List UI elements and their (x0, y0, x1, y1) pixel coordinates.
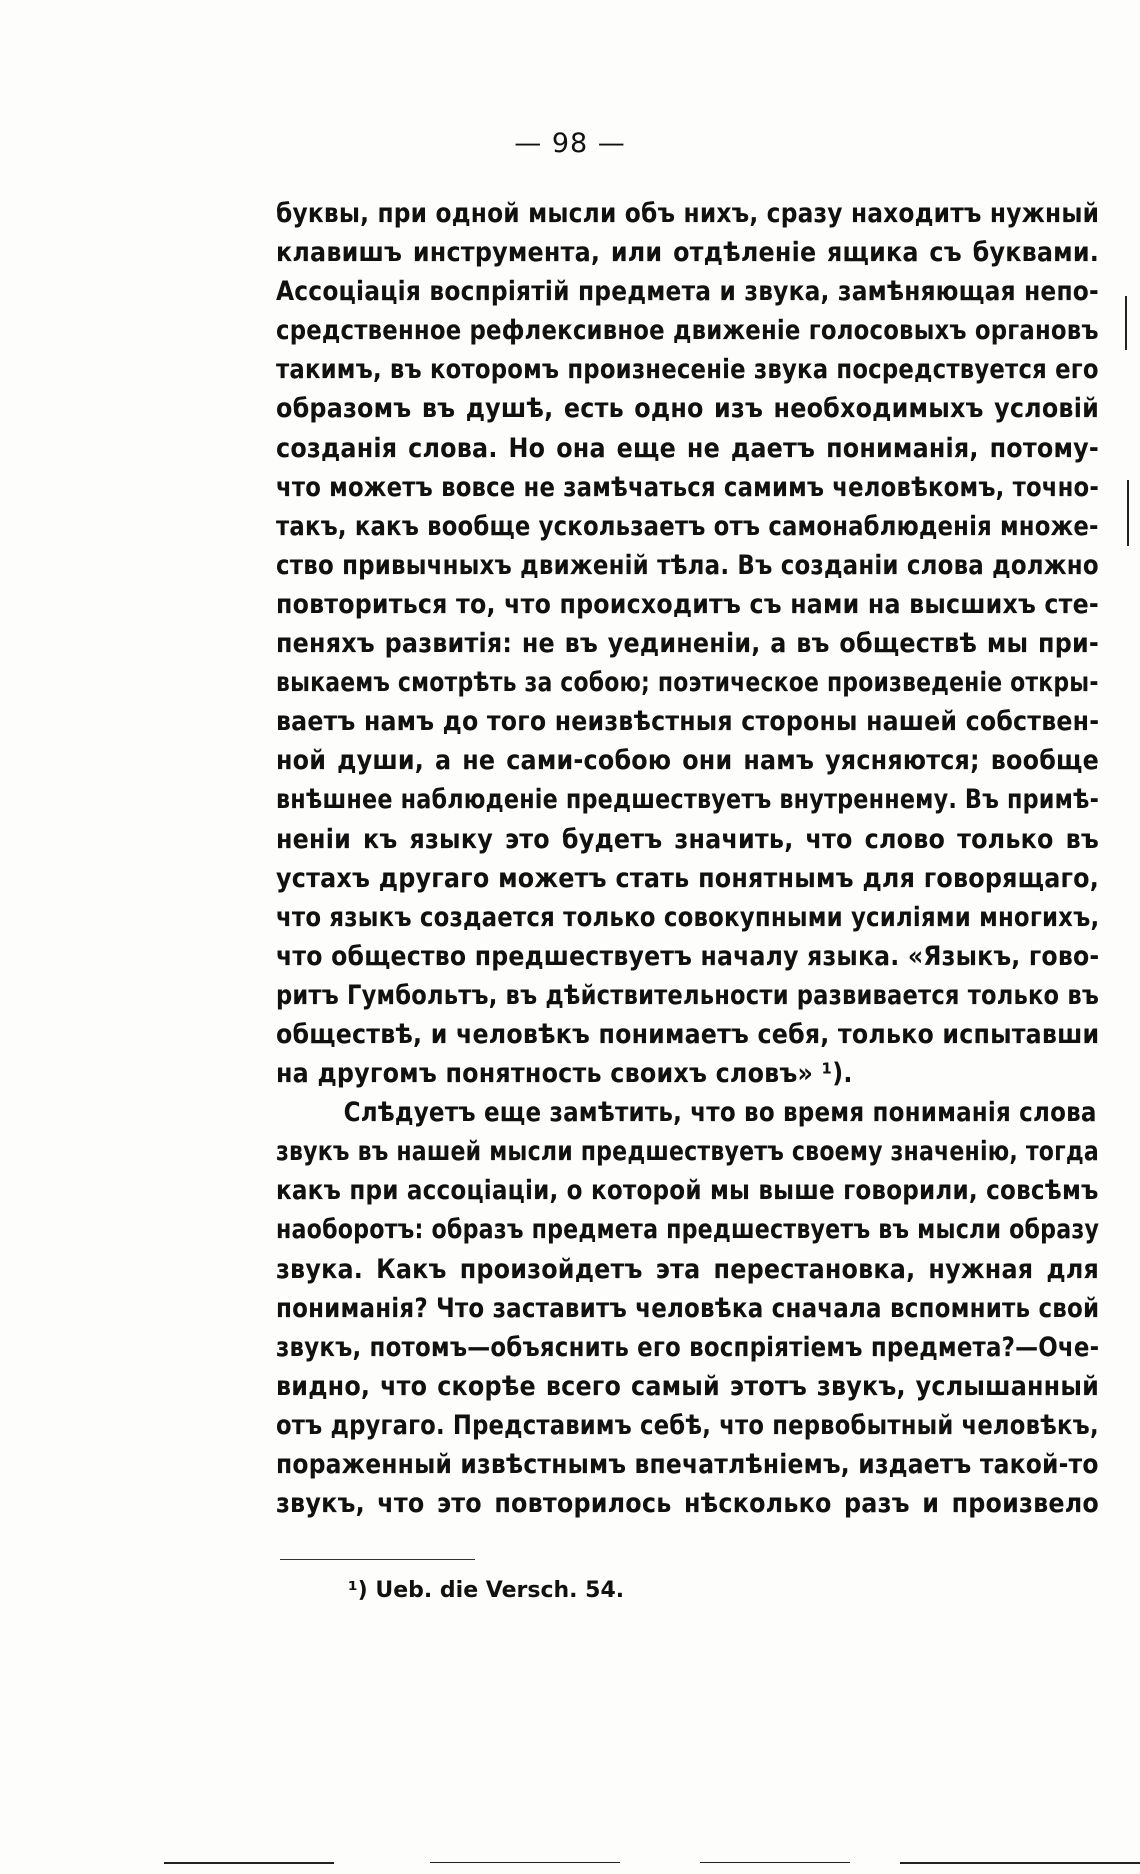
text-line: устахъ другаго можетъ стать понятнымъ для говорящаго, (276, 862, 1099, 894)
text-line: ваетъ намъ до того неизвѣстныя стороны нашей собствен- (276, 706, 1100, 738)
margin-mark (1125, 296, 1127, 350)
text-line: что общество предшествуетъ началу языка. «Языкъ, гово- (276, 940, 1100, 972)
text-line: что можетъ вовсе не замѣчаться самимъ человѣкомъ, точно- (276, 471, 1100, 503)
footnote-divider (280, 1559, 475, 1560)
text-line: повториться то, что происходитъ съ нами на высшихъ сте- (276, 588, 1099, 620)
text-line: ритъ Гумбольтъ, въ дѣйствительности развивается только въ (276, 979, 1100, 1011)
text-line: выкаемъ смотрѣть за собою; поэтическое произведеніе откры- (276, 667, 1099, 699)
text-line: звукъ, потомъ—объяснить его воспріятіемъ предмета?—Оче- (276, 1331, 1100, 1363)
text-line: звука. Какъ произойдетъ эта перестановка, нужная для (276, 1253, 1099, 1285)
text-line: видно, что скорѣе всего самый этотъ звукъ, услышанный (276, 1370, 1099, 1402)
text-line: пеняхъ развитія: не въ уединеніи, а въ обществѣ мы при- (276, 628, 1099, 660)
margin-mark (1127, 480, 1129, 546)
paragraph-end-line: на другомъ понятность своихъ словъ» ¹). (276, 1058, 853, 1090)
body-text (276, 194, 1099, 1523)
text-line: Ассоціація воспріятій предмета и звука, замѣняющая непо- (276, 276, 1099, 308)
text-line: что языкъ создается только совокупными усиліями многихъ, (276, 901, 1100, 933)
footnote: ¹) Ueb. die Versch. 54. (348, 1578, 625, 1603)
text-line: средственное рефлексивное движеніе голосовыхъ органовъ (276, 315, 1099, 347)
scan-edge-line (700, 1862, 850, 1863)
text-line: ной души, а не сами-собою они намъ уясняются; вообще (276, 745, 1099, 777)
text-line: клавишъ инструмента, или отдѣленіе ящика съ буквами. (276, 237, 1099, 269)
text-line: неніи къ языку это будетъ значить, что слово только въ (276, 823, 1099, 855)
text-line: отъ другаго. Представимъ себѣ, что первобытный человѣкъ, (276, 1409, 1099, 1441)
text-line: ство привычныхъ движеній тѣла. Въ созданіи слова должно (276, 549, 1099, 581)
text-line: такъ, какъ вообще ускользаетъ отъ самонаблюденія множе- (276, 510, 1099, 542)
text-line: обществѣ, и человѣкъ понимаетъ себя, только испытавши (276, 1018, 1100, 1050)
text-line: какъ при ассоціаціи, о которой мы выше говорили, совсѣмъ (276, 1175, 1099, 1207)
paragraph-start-line: Слѣдуетъ еще замѣтить, что во время пониманія слова (343, 1097, 1097, 1129)
page-number: — 98 — (514, 128, 626, 159)
text-line: созданія слова. Но она еще не даетъ пониманія, потому- (276, 432, 1099, 464)
text-line: такимъ, въ которомъ произнесеніе звука посредствуется его (276, 354, 1099, 386)
text-line: наоборотъ: образъ предмета предшествуетъ въ мысли образу (276, 1214, 1100, 1246)
text-line: буквы, при одной мысли объ нихъ, сразу находитъ нужный (276, 198, 1100, 229)
text-line: звукъ въ нашей мысли предшествуетъ своему значенію, тогда (276, 1136, 1099, 1168)
scan-edge-line (430, 1862, 620, 1863)
scan-edge-line (164, 1862, 334, 1864)
text-line: звукъ, что это повторилось нѣсколько разъ и произвело (276, 1488, 1099, 1520)
text-line: пониманія? Что заставитъ человѣка сначала вспомнить свой (276, 1292, 1100, 1324)
text-line: пораженный извѣстнымъ впечатлѣніемъ, издаетъ такой-то (276, 1449, 1099, 1480)
scan-edge-line (900, 1862, 1140, 1864)
text-line: образомъ въ душѣ, есть одно изъ необходимыхъ условій (276, 393, 1099, 425)
text-line: внѣшнее наблюденіе предшествуетъ внутреннему. Въ примѣ- (276, 784, 1100, 816)
